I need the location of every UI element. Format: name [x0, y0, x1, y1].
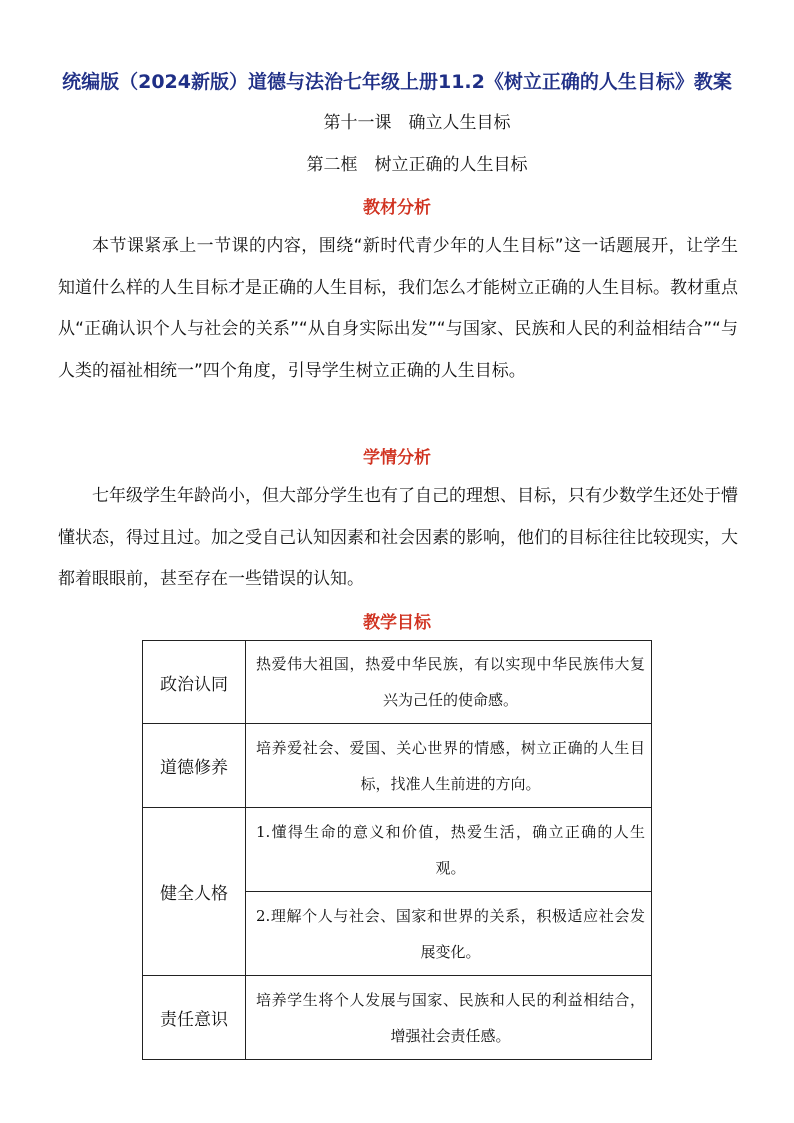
frame-title: 第二框 树立正确的人生目标: [306, 155, 528, 175]
goal-description-cell: [246, 724, 652, 808]
goal-category-cell: 健全人格: [143, 808, 246, 976]
goal-description-cell: [246, 641, 652, 724]
goal-description-text: 培养爱社会、爱国、关心世界的情感，树立正确的人生目标，找准人生前进的方向。: [256, 738, 645, 793]
table-row: [143, 976, 652, 1060]
textbook-analysis-paragraph: 本节课紧承上一节课的内容，围绕“新时代青少年的人生目标”这一话题展开，让学生知道什么样的人生目标才是正确的人生目标，我们怎么才能树立正确的人生目标。教材重点从“正确认识个人与社会的关系”“从自身实际出发”“与国家、民族和人民的利益相结合”“与人类的福祉相统一”四个角度，引导学生树立正确的人生目标。: [58, 236, 738, 381]
goal-description-text: 2.理解个人与社会、国家和世界的关系，积极适应社会发展变化。: [256, 906, 645, 961]
goal-description-cell: [246, 976, 652, 1060]
student-analysis-paragraph: 七年级学生年龄尚小，但大部分学生也有了自己的理想、目标，只有少数学生还处于懵懂状态，得过且过。加之受自己认知因素和社会因素的影响，他们的目标往往比较现实，大都着眼眼前，甚至存在一些错误的认知。: [58, 486, 738, 589]
document-title: 统编版（2024新版）道德与法治七年级上册11.2《树立正确的人生目标》教案: [62, 71, 732, 93]
goal-description-text: 热爱伟大祖国，热爱中华民族，有以实现中华民族伟大复兴为己任的使命感。: [256, 655, 645, 709]
goal-category-cell: 责任意识: [143, 976, 246, 1060]
goal-category-cell: 道德修养: [143, 724, 246, 808]
goal-description-cell: [246, 808, 652, 892]
goal-description-text: 培养学生将个人发展与国家、民族和人民的利益相结合，增强社会责任感。: [256, 990, 645, 1045]
textbook-analysis-heading: 教材分析: [363, 198, 431, 218]
goal-description-text: 1.懂得生命的意义和价值，热爱生活，确立正确的人生观。: [256, 822, 645, 877]
goal-category-cell: 政治认同: [143, 641, 246, 724]
lesson-title: 第十一课 确立人生目标: [323, 113, 511, 133]
teaching-goals-heading: 教学目标: [363, 613, 431, 633]
teaching-goals-table: [142, 640, 652, 1060]
table-row: [143, 724, 652, 808]
table-row: [143, 641, 652, 724]
student-analysis-heading: 学情分析: [363, 448, 431, 468]
goal-description-cell: [246, 892, 652, 976]
table-row: [143, 808, 652, 892]
